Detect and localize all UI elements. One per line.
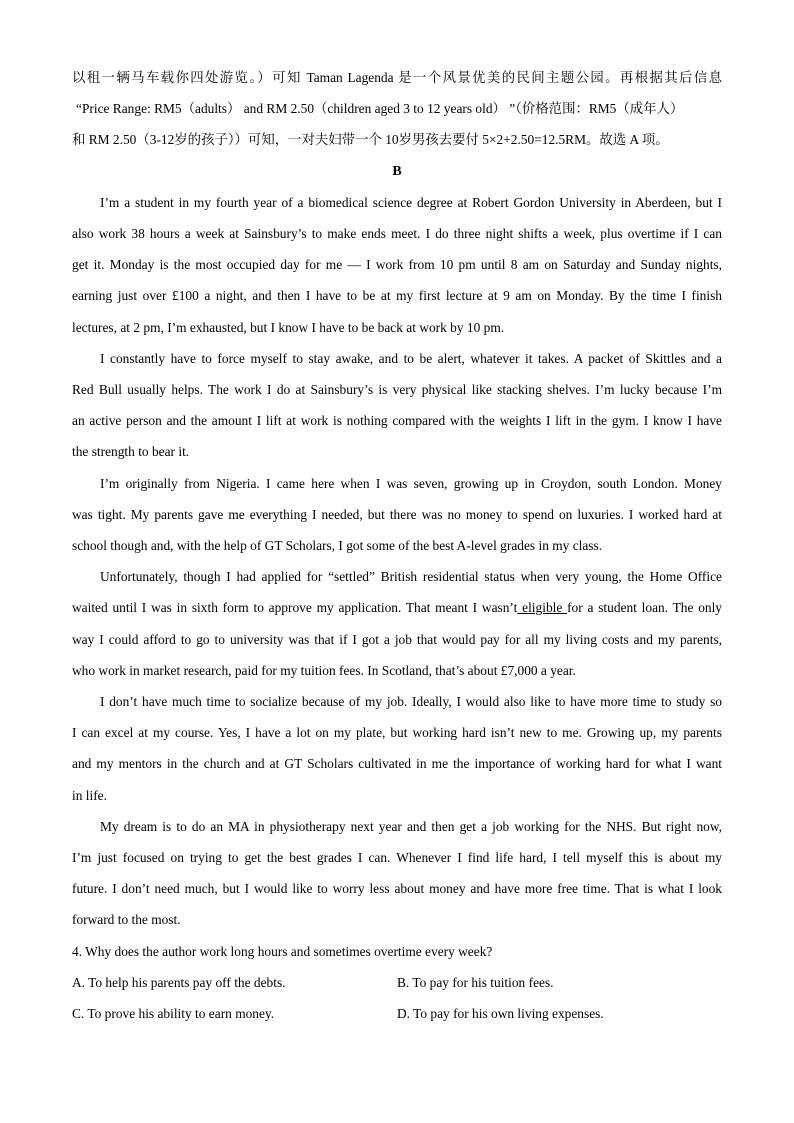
paragraph-line: also work 38 hours a week at Sainsbury’s to make ends meet. I do three night shifts a week, plus overtime if I can [72, 226, 722, 242]
paragraph-line: and my mentors in the church and at GT Scholars cultivated in me the importance of working hard for what I want [72, 756, 722, 772]
paragraph-line: I constantly have to force myself to stay awake, and to be alert, whatever it takes. A packet of Skittles and a [100, 350, 722, 366]
paragraph-line: an active person and the amount I lift at work is nothing compared with the weights I lift in the gym. I know I have [72, 413, 722, 429]
paragraph-line: was tight. My parents gave me everything I needed, but there was no money to spend on luxuries. I worked hard at [72, 506, 722, 522]
paragraph-line: the strength to bear it. [72, 444, 190, 460]
section-heading: B [392, 163, 402, 179]
paragraph-line: earning just over £100 a night, and then I have to be at my first lecture at 9 am on Monday. By the time I finish [72, 288, 722, 304]
paragraph-1 [72, 187, 722, 343]
paragraph-line: who work in market research, paid for my tuition fees. In Scotland, that’s about £7,000 a year. [72, 662, 576, 678]
option-d[interactable]: D. To pay for his own living expenses. [397, 1006, 604, 1022]
paragraph-2 [72, 343, 722, 468]
intro-line-1: 以租一辆马车载你四处游览。）可知 Taman Lagenda 是一个风景优美的民间主题公园。再根据其后信息 [72, 70, 722, 85]
option-a[interactable]: A. To help his parents pay off the debts. [72, 974, 286, 990]
document-page [72, 62, 722, 1029]
options-row-2 [72, 998, 722, 1029]
paragraph-line: lectures, at 2 pm, I’m exhausted, but I know I have to be back at work by 10 pm. [72, 319, 505, 335]
paragraph-line [72, 592, 722, 623]
paragraph-line: in life. [72, 787, 107, 803]
paragraph-line: My dream is to do an MA in physiotherapy next year and then get a job working for the NHS. But right now, [100, 818, 722, 834]
option-b[interactable]: B. To pay for his tuition fees. [397, 974, 554, 990]
paragraph-line: forward to the most. [72, 912, 181, 928]
paragraph-4 [72, 561, 722, 686]
option-c[interactable]: C. To prove his ability to earn money. [72, 1006, 275, 1022]
paragraph-6 [72, 811, 722, 936]
paragraph-line: I’m a student in my fourth year of a biomedical science degree at Robert Gordon University in Aberdeen, but I [100, 194, 722, 210]
paragraph-line: Unfortunately, though I had applied for “settled” British residential status when very young, the Home Office [100, 569, 722, 585]
paragraph-line: way I could afford to go to university was that if I got a job that would pay for all my living costs and my parents, [72, 631, 722, 647]
text-segment: for a student loan. The only [567, 600, 722, 616]
intro-line-2: “Price Range: RM5（adults） and RM 2.50（children aged 3 to 12 years old） ”（价格范围：RM5（成年人） [76, 101, 684, 117]
paragraph-line: future. I don’t need much, but I would like to worry less about money and have more free time. That is what I look [72, 881, 722, 897]
paragraph-line: school though and, with the help of GT Scholars, I got some of the best A-level grades in my class. [72, 538, 603, 554]
options-row-1 [72, 967, 722, 998]
intro-line-3: 和 RM 2.50（3-12岁的孩子））可知，一对夫妇带一个 10岁男孩去要付 5×2+2.50=12.5RM。故选 A 项。 [72, 132, 669, 148]
paragraph-line: get it. Monday is the most occupied day for me — I work from 10 pm until 8 am on Saturday and Sunday nights, [72, 257, 722, 273]
paragraph-line: I’m originally from Nigeria. I came here when I was seven, growing up in Croydon, south London. Money [100, 475, 722, 491]
paragraph-3 [72, 468, 722, 562]
text-segment: waited until I was in sixth form to approve my application. That meant I wasn’t [72, 600, 518, 616]
paragraph-5 [72, 686, 722, 811]
paragraph-line: I can excel at my course. Yes, I have a lot on my plate, but working hard isn’t new to me. Growing up, my parents [72, 725, 722, 741]
paragraph-line: I don’t have much time to socialize because of my job. Ideally, I would also like to have more time to study so [100, 694, 722, 710]
paragraph-line: I’m just focused on trying to get the best grades I can. Whenever I find life hard, I tell myself this is about my [72, 850, 722, 866]
paragraph-line: Red Bull usually helps. The work I do at Sainsbury’s is very physical like stacking shelves. I’m lucky because I’m [72, 382, 722, 398]
question-stem: 4. Why does the author work long hours and sometimes overtime every week? [72, 943, 493, 959]
underlined-word: eligible [517, 600, 568, 616]
